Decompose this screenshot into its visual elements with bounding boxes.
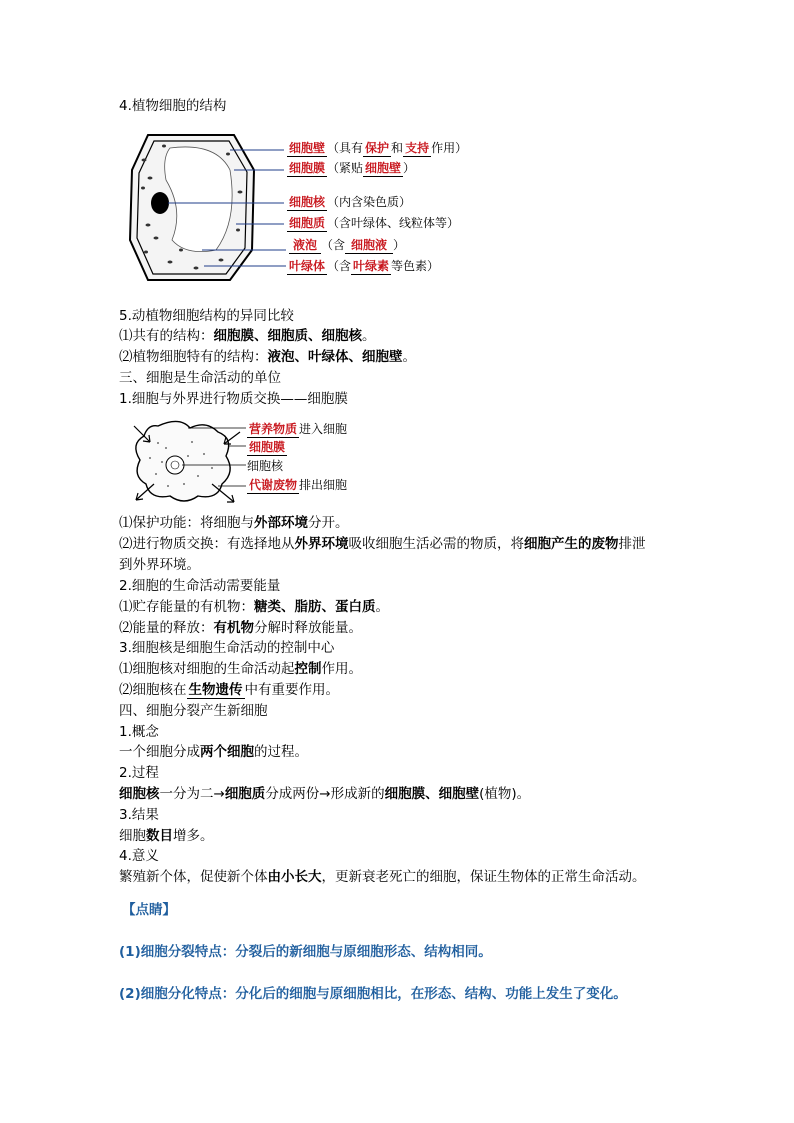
section-heading-3: 三、细胞是生命活动的单位: [119, 370, 281, 386]
concept-title: 1.概念: [119, 724, 159, 740]
section-title-comparison: 5.动植物细胞结构的异同比较: [119, 308, 294, 324]
diagram-label-nutrients: 营养物质 进入细胞: [249, 422, 348, 436]
diagram-label-membrane: 细胞膜: [249, 440, 286, 454]
membrane-exchange: ⑵进行物质交换：有选择地从外界环境吸收细胞生活必需的物质，将细胞产生的废物排泄: [119, 536, 646, 552]
diagram-label-nucleus: 细胞核: [247, 459, 284, 473]
plant-cell-diagram: [126, 130, 296, 285]
result-title: 3.结果: [119, 807, 159, 823]
membrane-protection: ⑴保护功能：将细胞与外部环境分开。: [119, 515, 349, 531]
subsection-title-nucleus: 3.细胞核是细胞生命活动的控制中心: [119, 640, 335, 656]
label-cell-membrane: 细胞膜 （紧贴 细胞壁 ）: [289, 161, 416, 175]
nucleus-heredity: ⑵细胞核在 生物遗传 中有重要作用。: [119, 682, 339, 698]
label-nucleus: 细胞核 （内含染色质）: [289, 195, 412, 209]
tip-title: 【点睛】: [122, 902, 176, 918]
section-title-plant-cell: 4.植物细胞的结构: [119, 98, 227, 114]
diagram-label-waste: 代谢废物 排出细胞: [249, 478, 348, 492]
process-text: 细胞核一分为二→细胞质分成两份→形成新的细胞膜、细胞壁(植物)。: [119, 786, 531, 802]
animal-cell-diagram: [128, 418, 248, 504]
label-chloroplast: 叶绿体 （含 叶绿素 等色素）: [289, 259, 440, 273]
concept-text: 一个细胞分成两个细胞的过程。: [119, 744, 308, 760]
energy-release: ⑵能量的释放：有机物分解时释放能量。: [119, 620, 362, 636]
membrane-exchange-cont: 到外界环境。: [119, 557, 200, 573]
meaning-title: 4.意义: [119, 848, 159, 864]
nucleus-control: ⑴细胞核对细胞的生命活动起控制作用。: [119, 661, 362, 677]
energy-storage: ⑴贮存能量的有机物：糖类、脂肪、蛋白质。: [119, 599, 389, 615]
tip-differentiation: (2)细胞分化特点：分化后的细胞与原细胞相比，在形态、结构、功能上发生了变化。: [119, 986, 627, 1002]
subsection-title-energy: 2.细胞的生命活动需要能量: [119, 578, 281, 594]
section-heading-4: 四、细胞分裂产生新细胞: [119, 703, 268, 719]
meaning-text: 繁殖新个体，促使新个体由小长大，更新衰老死亡的细胞，保证生物体的正常生命活动。: [119, 869, 646, 885]
label-cytoplasm: 细胞质 （含叶绿体、线粒体等）: [289, 216, 460, 230]
label-vacuole: 液泡 （含 细胞液 ）: [289, 237, 405, 254]
label-cell-wall: 细胞壁 （具有 保护 和 支持 作用）: [289, 141, 468, 155]
tip-division: (1)细胞分裂特点：分裂后的新细胞与原细胞形态、结构相同。: [119, 944, 492, 960]
result-text: 细胞数目增多。: [119, 828, 214, 844]
subsection-title-membrane: 1.细胞与外界进行物质交换——细胞膜: [119, 391, 348, 407]
comparison-shared: ⑴共有的结构：细胞膜、细胞质、细胞核。: [119, 328, 376, 344]
process-title: 2.过程: [119, 765, 159, 781]
comparison-plant-only: ⑵植物细胞特有的结构：液泡、叶绿体、细胞壁。: [119, 349, 416, 365]
